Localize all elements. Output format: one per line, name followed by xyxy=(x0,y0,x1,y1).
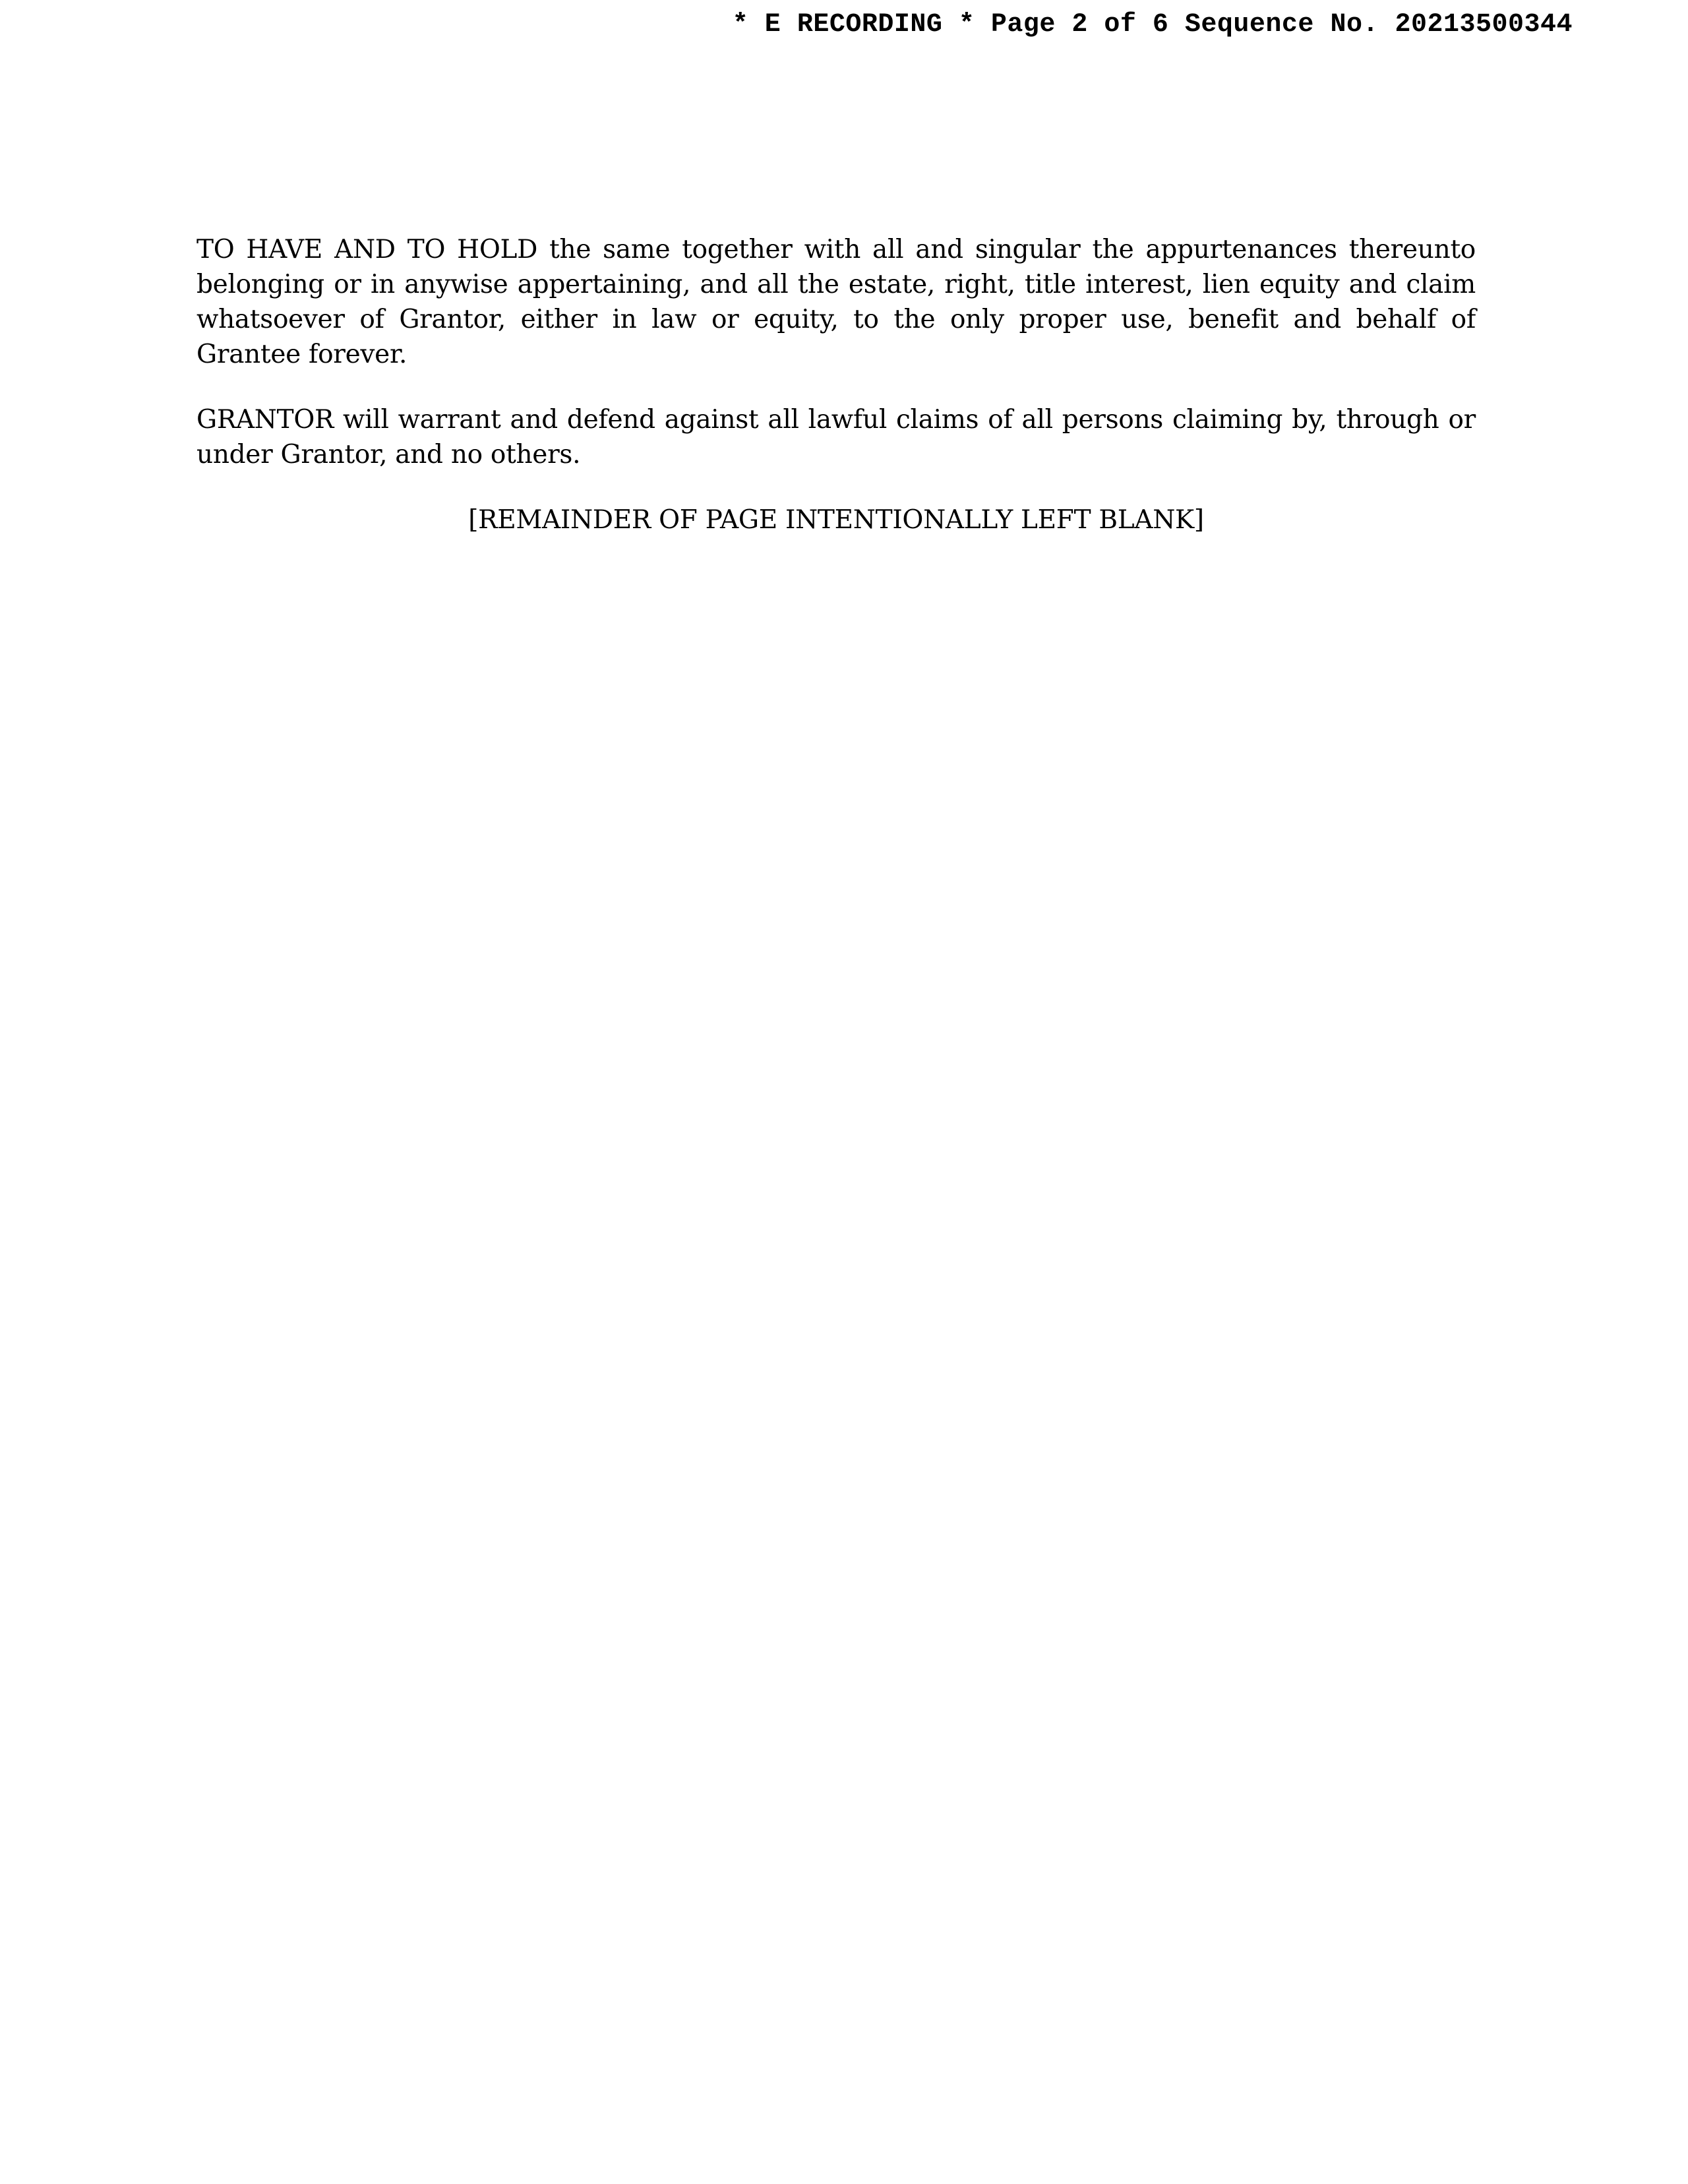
deed-body xyxy=(196,232,1476,568)
recording-stamp-header: * E RECORDING * Page 2 of 6 Sequence No. 20213500344 xyxy=(732,10,1573,40)
warranty-clause-paragraph: GRANTOR will warrant and defend against all lawful claims of all persons claiming by, through or under Grantor, and no others. xyxy=(196,405,1476,470)
habendum-clause-paragraph: TO HAVE AND TO HOLD the same together with all and singular the appurtenances thereunto belonging or in anywise appertaining, and all the estate, right, title interest, lien equity and claim whatsoever of Grantor, either in law or equity, to the only proper use, benefit and behalf of Grantee forever. xyxy=(196,235,1476,369)
blank-page-notice: [REMAINDER OF PAGE INTENTIONALLY LEFT BLANK] xyxy=(468,505,1204,535)
